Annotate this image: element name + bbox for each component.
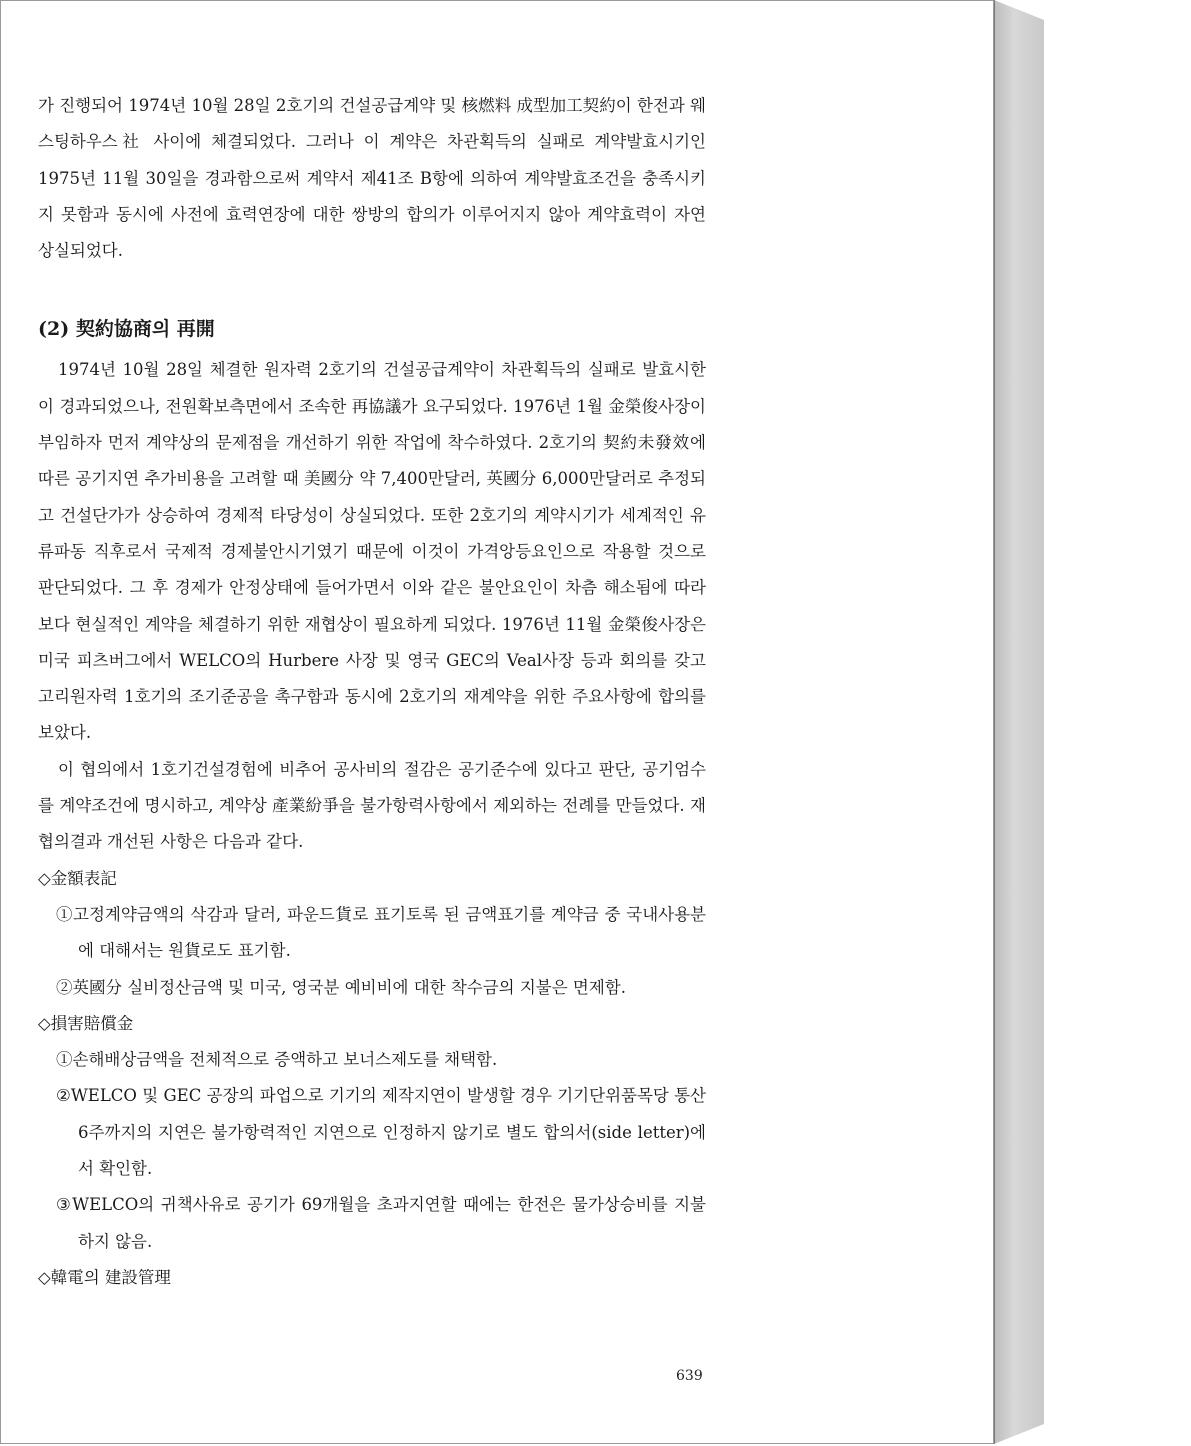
section-heading: (2) 契約協商의 再開	[38, 318, 215, 341]
list-item: ①손해배상금액을 전체적으로 증액하고 보너스제도를 채택함.	[56, 1050, 498, 1070]
paragraph-contract-lapse: 가 진행되어 1974년 10월 28일 2호기의 건설공급계약 및 核燃料 成型加工契約이 한전과 웨스팅하우스社 사이에 체결되었다. 그러나 이 계약은 차관획득의 실패로 계약발효시기인 1975년 11월 30일을 경과함으로써 계약서 제41조 B항에 의하여 계약발효조건을 충족시키지 못함과 동시에 사전에 효력연장에 대한 쌍방의 합의가 이루어지지 않아 계약효력이 자연 상실되었다.	[38, 96, 706, 261]
list-item: ②英國分 실비정산금액 및 미국, 영국분 예비비에 대한 착수금의 지불은 면제함.	[56, 977, 626, 997]
page-number: 639	[676, 1368, 703, 1384]
page-body	[38, 88, 706, 1296]
amount-notation-title: ◇金額表記	[38, 868, 117, 888]
list-item: ①고정계약금액의 삭감과 달러, 파운드貨로 표기토록 된 금액표기를 계약금 중 국내사용분에 대해서는 원貨로도 표기함.	[56, 904, 706, 961]
list-item: ③WELCO의 귀책사유로 공기가 69개월을 초과지연할 때에는 한전은 물가상승비를 지불하지 않음.	[56, 1195, 706, 1251]
paragraph-agreement-result: 이 협의에서 1호기건설경험에 비추어 공사비의 절감은 공기준수에 있다고 판단, 공기엄수를 계약조건에 명시하고, 계약상 產業紛爭을 불가항력사항에서 제외하는 전례를 만들었다. 재협의결과 개선된 사항은 다음과 같다.	[38, 759, 706, 852]
book-page-edge	[994, 0, 1044, 1444]
construction-management-title: ◇韓電의 建設管理	[38, 1267, 171, 1287]
list-item: ②WELCO 및 GEC 공장의 파업으로 기기의 제작지연이 발생할 경우 기기단위품목당 통산 6주까지의 지연은 불가항력적인 지연으로 인정하지 않기로 별도 합의서(side letter)에서 확인함.	[56, 1086, 706, 1179]
damages-title: ◇損害賠償金	[38, 1013, 134, 1033]
amount-notation-section	[38, 861, 706, 1006]
paragraph-renegotiation: 1974년 10월 28일 체결한 원자력 2호기의 건설공급계약이 차관획득의 실패로 발효시한이 경과되었으나, 전원확보측면에서 조속한 再協議가 요구되었다. 1976년 1월 金榮俊사장이 부임하자 먼저 계약상의 문제점을 개선하기 위한 작업에 착수하였다. 2호기의 契約未發效에 따른 공기지연 추가비용을 고려할 때 美國分 약 7,400만달러, 英國分 6,000만달러로 추정되고 건설단가가 상승하여 경제적 타당성이 상실되었다. 또한 2호기의 계약시기가 세계적인 유류파동 직후로서 국제적 경제불안시기였기 때문에 이것이 가격앙등요인으로 작용할 것으로 판단되었다. 그 후 경제가 안정상태에 들어가면서 이와 같은 불안요인이 차츰 해소됨에 따라 보다 현실적인 계약을 체결하기 위한 재협상이 필요하게 되었다. 1976년 11월 金榮俊사장은 미국 피츠버그에서 WELCO의 Hurbere 사장 및 영국 GEC의 Veal사장 등과 회의를 갖고 고리원자력 1호기의 조기준공을 촉구함과 동시에 2호기의 재계약을 위한 주요사항에 합의를 보았다.	[38, 360, 706, 743]
page-edge-line	[994, 0, 995, 1444]
damages-section	[38, 1006, 706, 1260]
